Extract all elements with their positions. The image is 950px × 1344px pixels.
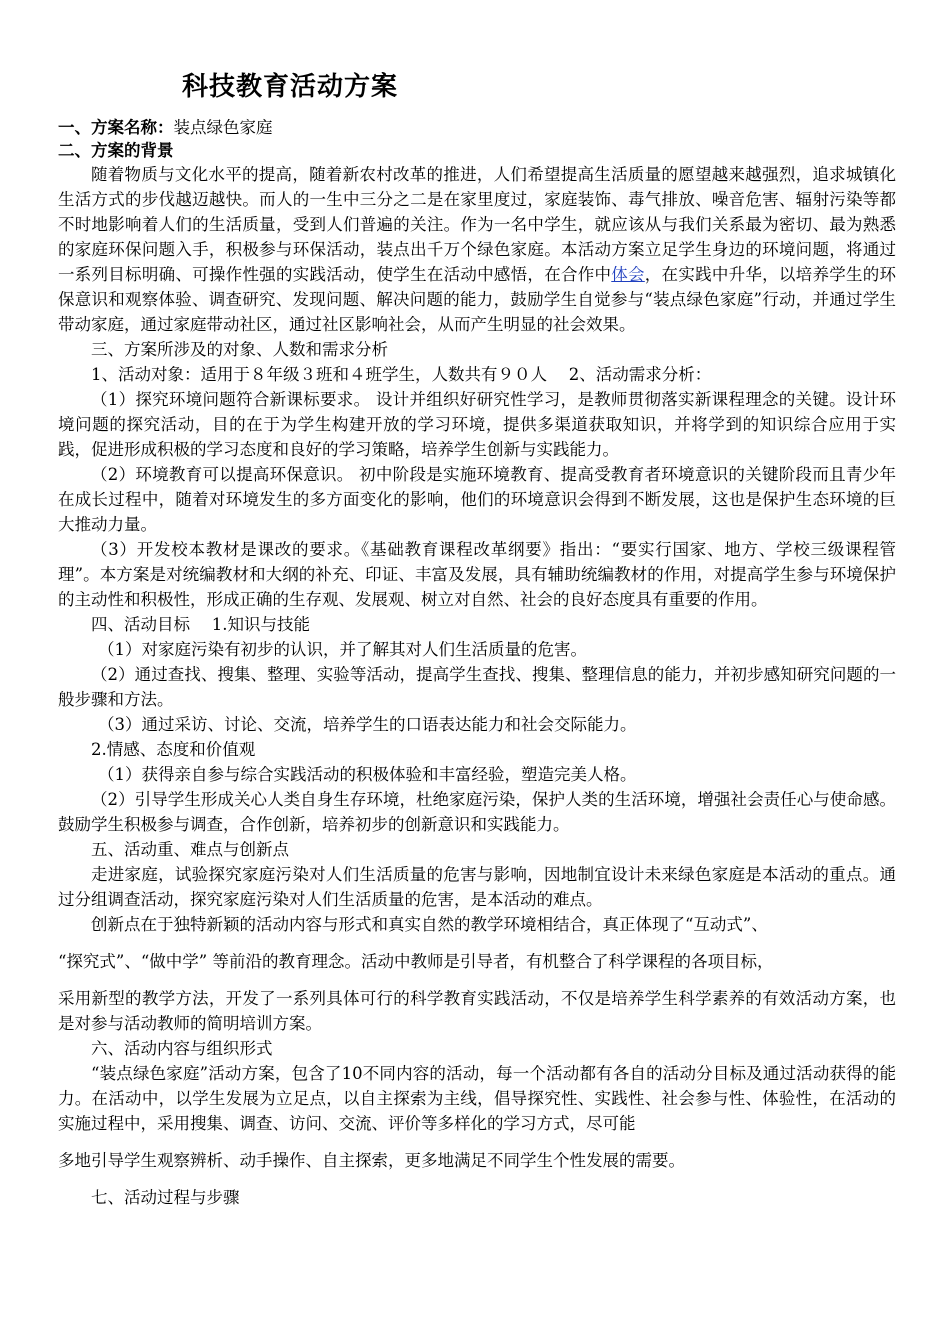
section-4-item-2: （2）通过查找、搜集、整理、实验等活动，提高学生查找、搜集、整理信息的能力，并初步感知研究问题的一般步骤和方法。 — [58, 665, 896, 709]
background-text-b: ，在实践中升华，以培养学生的环保意识和观察体验、调查研究、发现问题、解决问题的能力，鼓励学生自觉参与“装点绿色家庭”行动，并通过学生带动家庭，通过家庭带动社区，通过社区影响社会，从而产生明显的社会效果。 — [58, 265, 897, 334]
section-4-subheading: 2.情感、态度和价值观 — [91, 740, 256, 759]
section-5-heading: 五、活动重、难点与创新点 — [91, 840, 289, 859]
document-page — [58, 70, 896, 1210]
section-3-item-1: （1）探究环境问题符合新课标要求。 设计并组织好研究性学习，是教师贯彻落实新课程理念的关键。设计环境问题的探究活动，目的在于为学生构建开放的学习环境，提供多渠道获取知识，并将学到的知识综合应用于实践，促进形成积极的学习态度和良好的学习策略，培养学生创新与实践能力。 — [58, 390, 896, 459]
section-7-heading: 七、活动过程与步骤 — [91, 1188, 240, 1207]
section-4-item-4: （1）获得亲自参与综合实践活动的积极体验和丰富经验，塑造完美人格。 — [98, 765, 637, 784]
section-6-paragraph-2: 多地引导学生观察辨析、动手操作、自主探索，更多地满足不同学生个性发展的需要。 — [58, 1151, 685, 1170]
section-2-label: 二、方案的背景 — [58, 141, 174, 160]
section-4-item-5: （2）引导学生形成关心人类自身生存环境，杜绝家庭污染，保护人类的生活环境，增强社会责任心与使命感。鼓励学生积极参与调查，合作创新，培养初步的创新意识和实践能力。 — [58, 790, 896, 834]
section-5-paragraph-1: 走进家庭，试验探究家庭污染对人们生活质量的危害与影响，因地制宜设计未来绿色家庭是本活动的重点。通过分组调查活动，探究家庭污染对人们生活质量的危害，是本活动的难点。 — [58, 865, 896, 909]
section-3-item-2: （2）环境教育可以提高环保意识。 初中阶段是实施环境教育、提高受教育者环境意识的关键阶段而且青少年在成长过程中，随着对环境发生的多方面变化的影响，他们的环境意识会得到不断发展，这也是保护生态环境的巨大推动力量。 — [58, 465, 896, 534]
section-1-label: 一、方案名称： — [58, 118, 174, 137]
section-3-item-3: （3）开发校本教材是课改的要求。《基础教育课程改革纲要》指出：“要实行国家、地方、学校三级课程管理”。本方案是对统编教材和大纲的补充、印证、丰富及发展，具有辅助统编教材的作用，对提高学生参与环境保护的主动性和积极性，形成正确的生存观、发展观、树立对自然、社会的良好态度具有重要的作用。 — [58, 540, 896, 609]
section-3-heading: 三、方案所涉及的对象、人数和需求分析 — [91, 340, 388, 359]
background-text-a: 随着物质与文化水平的提高，随着新农村改革的推进，人们希望提高生活质量的愿望越来越强烈，追求城镇化生活方式的步伐越迈越快。而人的一生中三分之二是在家里度过，家庭装饰、毒气排放、噪音危害、辐射污染等都不时地影响着人们的生活质量，受到人们普遍的关注。作为一名中学生，就应该从与我们关系最为密切、最为熟悉的家庭环保问题入手，积极参与环保活动，装点出千万个绿色家庭。本活动方案立足学生身边的环境问题，将通过一系列目标明确、可操作性强的实践活动，使学生在活动中感悟，在合作中 — [58, 165, 896, 284]
section-6-paragraph-1: “装点绿色家庭”活动方案，包含了10不同内容的活动，每一个活动都有各自的活动分目标及通过活动获得的能力。在活动中，以学生发展为立足点，以自主探索为主线，倡导探究性、实践性、社会参与性、体验性，在活动的实施过程中，采用搜集、调查、访问、交流、评价等多样化的学习方式，尽可能 — [58, 1064, 896, 1133]
section-1-heading — [58, 116, 896, 139]
section-5-paragraph-3: “探究式”、“做中学” 等前沿的教育理念。活动中教师是引导者，有机整合了科学课程的各项目标， — [58, 952, 774, 971]
section-3-target: 1、活动对象：适用于８年级３班和４班学生，人数共有９０人 2、活动需求分析： — [91, 365, 712, 384]
section-4-heading: 四、活动目标 1.知识与技能 — [91, 615, 310, 634]
section-4-item-1: （1）对家庭污染有初步的认识，并了解其对人们生活质量的危害。 — [98, 640, 587, 659]
section-4-item-3: （3）通过采访、讨论、交流，培养学生的口语表达能力和社会交际能力。 — [98, 715, 637, 734]
section-2-heading — [58, 139, 896, 162]
section-1-value: 装点绿色家庭 — [173, 118, 273, 137]
document-title: 科技教育活动方案 — [182, 72, 399, 102]
tihui-link[interactable]: 体会 — [611, 265, 645, 284]
section-5-paragraph-4: 采用新型的教学方法，开发了一系列具体可行的科学教育实践活动，不仅是培养学生科学素养的有效活动方案，也是对参与活动教师的简明培训方案。 — [58, 989, 896, 1033]
section-6-heading: 六、活动内容与组织形式 — [91, 1039, 273, 1058]
section-5-paragraph-2: 创新点在于独特新颖的活动内容与形式和真实自然的教学环境相结合，真正体现了“互动式”、 — [91, 915, 768, 934]
background-paragraph — [58, 162, 896, 337]
